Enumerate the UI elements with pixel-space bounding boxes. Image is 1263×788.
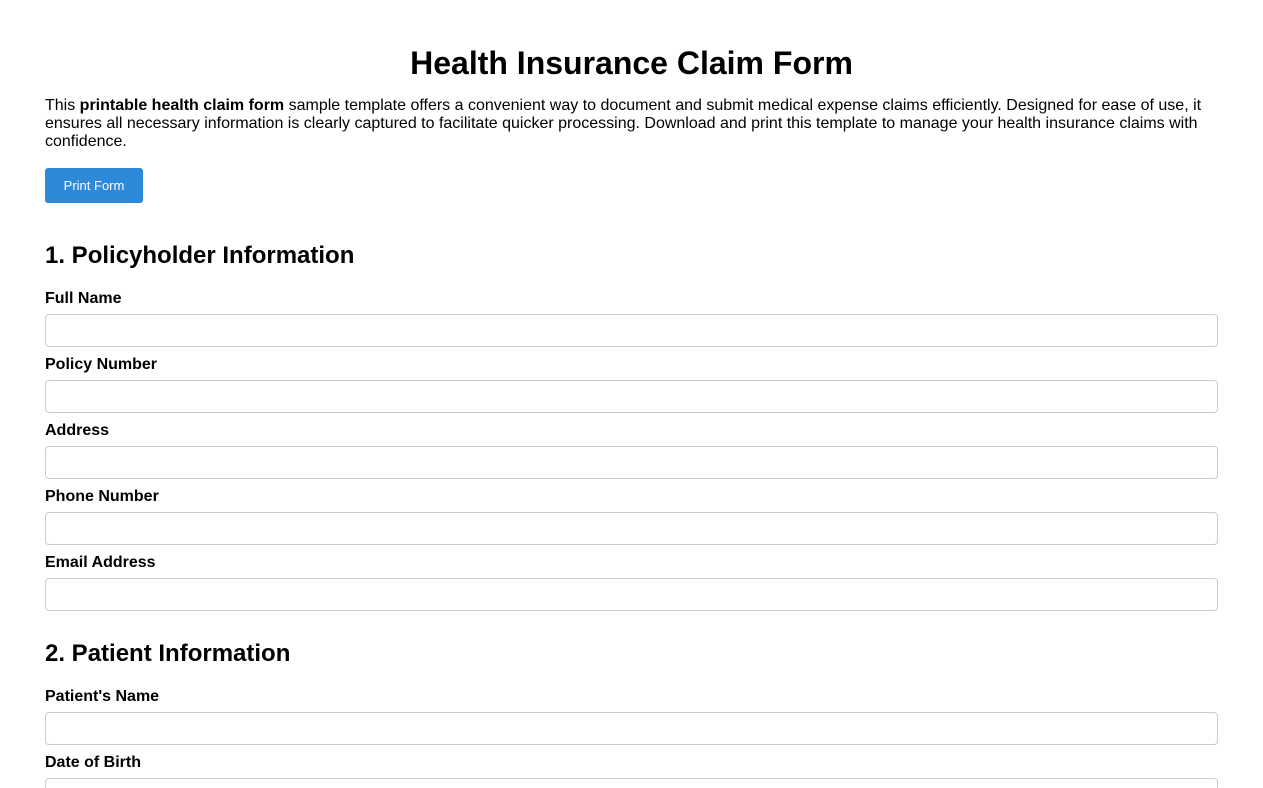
section-title-patient: 2. Patient Information bbox=[45, 640, 291, 667]
phone-number-label: Phone Number bbox=[45, 488, 159, 505]
page-title: Health Insurance Claim Form bbox=[410, 45, 853, 81]
date-of-birth-label: Date of Birth bbox=[45, 754, 141, 771]
intro-prefix: This bbox=[45, 97, 80, 114]
patient-name-label: Patient's Name bbox=[45, 688, 160, 705]
full-name-label: Full Name bbox=[45, 290, 122, 307]
intro-suffix: sample template offers a convenient way to document and submit medical expense claims efficiently. Designed for ease of use, it ensures all necessary information is clearly captured to facilitate quicker processing. Download and print this template to manage your health insurance claims with confidence. bbox=[45, 97, 1202, 150]
address-input[interactable] bbox=[45, 446, 1218, 479]
intro-bold: printable health claim form bbox=[79, 97, 285, 114]
date-of-birth-input[interactable] bbox=[45, 778, 1218, 788]
intro-paragraph bbox=[45, 97, 1218, 151]
section-title-policyholder: 1. Policyholder Information bbox=[45, 242, 355, 269]
phone-number-input[interactable] bbox=[45, 512, 1218, 545]
patient-name-input[interactable] bbox=[45, 712, 1218, 745]
policy-number-input[interactable] bbox=[45, 380, 1218, 413]
email-address-input[interactable] bbox=[45, 578, 1218, 611]
address-label: Address bbox=[45, 422, 110, 439]
policy-number-label: Policy Number bbox=[45, 356, 158, 373]
email-address-label: Email Address bbox=[45, 554, 156, 571]
full-name-input[interactable] bbox=[45, 314, 1218, 347]
print-form-button[interactable]: Print Form bbox=[45, 168, 143, 203]
